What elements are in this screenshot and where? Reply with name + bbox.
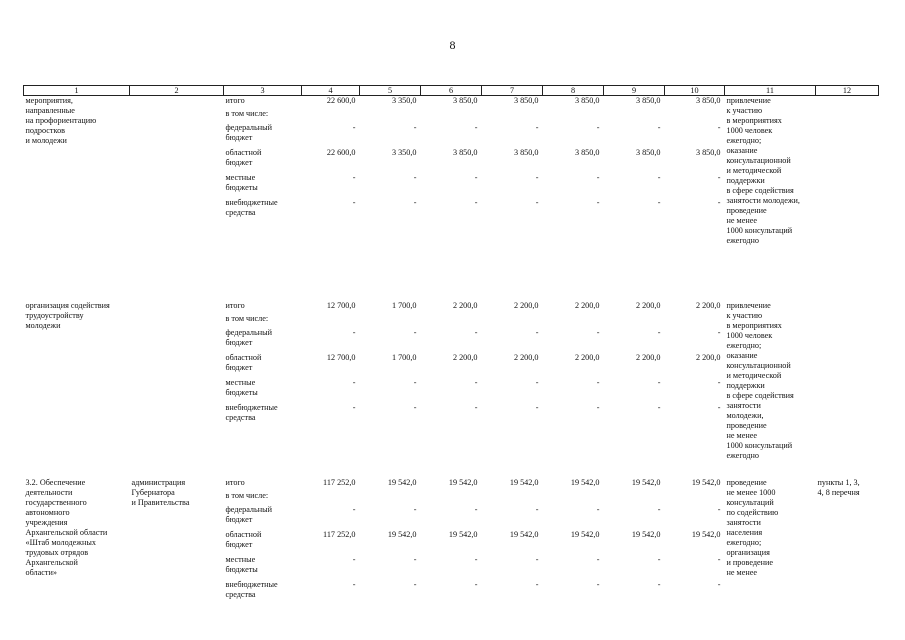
activity-name-line: автономного <box>25 507 70 517</box>
page-number: 8 <box>449 38 456 52</box>
amount-cell: - <box>596 122 600 132</box>
amount-cell: - <box>657 377 661 387</box>
activity-name-line: Архангельской области <box>25 527 108 537</box>
amount-cell: - <box>535 122 539 132</box>
amount-cell: - <box>413 327 417 337</box>
amount-cell: - <box>596 172 600 182</box>
amount-cell: - <box>413 504 417 514</box>
column-header-11: 11 <box>725 86 816 96</box>
funding-source-line: федеральный <box>225 122 273 132</box>
amount-cell: 2 200,0 <box>695 300 721 310</box>
amount-cell: 117 252,0 <box>323 477 356 487</box>
empty-cell <box>224 428 302 478</box>
amount-cell <box>482 314 543 328</box>
expected-result-line: и методической <box>726 166 782 175</box>
funding-source-line: внебюджетные <box>225 197 278 207</box>
reference-cell <box>816 478 879 605</box>
expected-result-line: 1000 консультаций <box>726 226 793 235</box>
amount-cell: - <box>474 402 478 412</box>
amount-cell: 19 542,0 <box>691 529 721 539</box>
amount-cell: 19 542,0 <box>631 529 661 539</box>
amount-cell: - <box>352 122 356 132</box>
amount-cell <box>665 109 725 123</box>
amount-cell: - <box>657 554 661 564</box>
amount-cell: - <box>413 172 417 182</box>
expected-result-line: не менее <box>726 567 758 577</box>
funding-source-line: итого <box>225 300 245 310</box>
amount-cell: - <box>474 327 478 337</box>
amount-cell: - <box>657 172 661 182</box>
amount-cell <box>421 314 482 328</box>
expected-result-line: проведение <box>726 420 767 430</box>
activity-name-line: деятельности <box>25 487 73 497</box>
amount-cell: 1 700,0 <box>391 300 417 310</box>
funding-source-line: местные <box>225 172 256 182</box>
amount-cell <box>543 491 604 505</box>
funding-source-line: средства <box>225 207 256 217</box>
amount-cell: - <box>413 579 417 589</box>
amount-cell: - <box>596 377 600 387</box>
amount-cell: - <box>717 504 721 514</box>
expected-result-line: населения <box>726 527 763 537</box>
activity-name-line: области» <box>25 567 57 577</box>
expected-result-cell <box>725 301 816 478</box>
empty-cell <box>543 428 604 478</box>
table-row <box>24 301 879 314</box>
amount-cell: - <box>413 402 417 412</box>
expected-result-line: консультационной <box>726 360 791 370</box>
funding-source-cell <box>224 328 302 353</box>
executor-cell <box>130 478 224 605</box>
funding-source-line: бюджет <box>225 132 253 142</box>
amount-cell: - <box>413 197 417 207</box>
funding-source-line: бюджет <box>225 514 253 524</box>
funding-source-cell <box>224 555 302 580</box>
amount-cell: - <box>474 377 478 387</box>
amount-cell: - <box>717 197 721 207</box>
amount-cell: - <box>657 504 661 514</box>
expected-result-line: ежегодно; <box>726 340 762 350</box>
amount-cell <box>665 491 725 505</box>
amount-cell: - <box>535 554 539 564</box>
expected-result-line: ежегодно; <box>726 136 762 145</box>
funding-source-line: в том числе: <box>225 108 269 118</box>
column-header-5: 5 <box>360 86 421 96</box>
amount-cell: 3 850,0 <box>574 96 600 105</box>
amount-cell: 19 542,0 <box>448 529 478 539</box>
expected-result-line: и проведение <box>726 557 774 567</box>
amount-cell: - <box>352 197 356 207</box>
funding-source-cell <box>224 530 302 555</box>
activity-name-cell <box>24 301 130 478</box>
activity-name-line: молодежи <box>25 320 61 330</box>
empty-cell <box>421 223 482 301</box>
amount-cell: - <box>535 172 539 182</box>
amount-cell <box>360 109 421 123</box>
amount-cell: - <box>717 402 721 412</box>
expected-result-line: в мероприятиях <box>726 116 782 125</box>
amount-cell <box>604 491 665 505</box>
expected-result-line: в сфере содействия <box>726 186 794 195</box>
activity-name-line: организация содействия <box>25 300 110 310</box>
activity-name-line: трудовых отрядов <box>25 547 89 557</box>
activity-name-cell <box>24 478 130 605</box>
amount-cell: - <box>474 554 478 564</box>
funding-source-line: федеральный <box>225 504 273 514</box>
amount-cell: 3 850,0 <box>513 96 539 105</box>
amount-cell <box>482 109 543 123</box>
funding-source-line: итого <box>225 96 245 105</box>
amount-cell: - <box>352 327 356 337</box>
expected-result-line: к участию <box>726 106 763 115</box>
reference-line: пункты 1, 3, <box>817 477 860 487</box>
funding-source-cell <box>224 378 302 403</box>
expected-result-line: привлечение <box>726 96 771 105</box>
expected-result-line: в мероприятиях <box>726 320 782 330</box>
amount-cell: 19 542,0 <box>509 529 539 539</box>
expected-result-line: молодежи, <box>726 410 764 420</box>
column-header-2: 2 <box>130 86 224 96</box>
amount-cell <box>482 491 543 505</box>
amount-cell: - <box>352 504 356 514</box>
expected-result-line: занятости <box>726 517 761 527</box>
column-header-12: 12 <box>816 86 879 96</box>
amount-cell: 2 200,0 <box>574 352 600 362</box>
activity-name-line: государственного <box>25 497 87 507</box>
empty-cell <box>604 428 665 478</box>
funding-source-line: бюджет <box>225 539 253 549</box>
expected-result-line: поддержки <box>726 176 765 185</box>
funding-source-line: средства <box>225 589 256 599</box>
column-header-7: 7 <box>482 86 543 96</box>
funding-source-line: местные <box>225 377 256 387</box>
empty-cell <box>604 223 665 301</box>
empty-cell <box>421 428 482 478</box>
funding-source-cell <box>224 173 302 198</box>
funding-source-cell <box>224 491 302 505</box>
amount-cell: - <box>474 172 478 182</box>
amount-cell: 19 542,0 <box>448 477 478 487</box>
amount-cell: - <box>596 579 600 589</box>
funding-source-cell <box>224 123 302 148</box>
executor-cell <box>130 96 224 301</box>
column-header-10: 10 <box>665 86 725 96</box>
table-row <box>24 96 879 109</box>
funding-source-line: областной <box>225 352 262 362</box>
column-header-1: 1 <box>24 86 130 96</box>
expected-result-line: занятости <box>726 400 761 410</box>
amount-cell: - <box>535 377 539 387</box>
activity-name-line: мероприятия, <box>25 96 73 105</box>
reference-line: 4, 8 перечня <box>817 487 860 497</box>
amount-cell: 2 200,0 <box>513 352 539 362</box>
funding-source-cell <box>224 148 302 173</box>
column-header-6: 6 <box>421 86 482 96</box>
funding-source-line: бюджет <box>225 362 253 372</box>
amount-cell: 1 700,0 <box>391 352 417 362</box>
activity-name-line: Архангельской <box>25 557 78 567</box>
amount-cell: - <box>535 504 539 514</box>
activity-name-line: подростков <box>25 126 66 135</box>
column-header-4: 4 <box>302 86 360 96</box>
amount-cell: - <box>657 402 661 412</box>
expected-result-cell <box>725 96 816 301</box>
amount-cell: 19 542,0 <box>387 529 417 539</box>
amount-cell: 19 542,0 <box>691 477 721 487</box>
amount-cell: 2 200,0 <box>452 300 478 310</box>
amount-cell <box>543 314 604 328</box>
amount-cell: - <box>717 377 721 387</box>
funding-source-line: областной <box>225 529 262 539</box>
amount-cell: - <box>413 554 417 564</box>
amount-cell: - <box>474 122 478 132</box>
funding-source-line: местные <box>225 554 256 564</box>
amount-cell: 19 542,0 <box>631 477 661 487</box>
funding-source-line: бюджеты <box>225 564 258 574</box>
expected-result-line: поддержки <box>726 380 765 390</box>
amount-cell: - <box>535 327 539 337</box>
amount-cell: - <box>474 504 478 514</box>
amount-cell: - <box>657 579 661 589</box>
expected-result-line: организация <box>726 547 770 557</box>
amount-cell: - <box>596 504 600 514</box>
expected-result-line: оказание <box>726 350 758 360</box>
amount-cell: 2 200,0 <box>635 300 661 310</box>
funding-source-line: бюджет <box>225 337 253 347</box>
funding-source-cell <box>224 301 302 314</box>
funding-source-cell <box>224 478 302 491</box>
funding-source-line: в том числе: <box>225 490 269 500</box>
expected-result-line: консультаций <box>726 497 774 507</box>
amount-cell: - <box>535 402 539 412</box>
activity-name-line: направленные <box>25 106 75 115</box>
expected-result-line: и методической <box>726 370 782 380</box>
expected-result-line: привлечение <box>726 300 771 310</box>
expected-result-line: оказание <box>726 146 758 155</box>
empty-cell <box>224 223 302 301</box>
amount-cell: 3 850,0 <box>452 147 478 157</box>
amount-cell: 19 542,0 <box>387 477 417 487</box>
amount-cell: 2 200,0 <box>695 352 721 362</box>
empty-cell <box>482 223 543 301</box>
amount-cell: - <box>413 377 417 387</box>
amount-cell <box>360 314 421 328</box>
activity-name-line: учреждения <box>25 517 68 527</box>
amount-cell: 19 542,0 <box>570 477 600 487</box>
amount-cell: 19 542,0 <box>570 529 600 539</box>
expected-result-line: в сфере содействия <box>726 390 794 400</box>
funding-source-cell <box>224 96 302 109</box>
amount-cell <box>665 314 725 328</box>
funding-source-line: внебюджетные <box>225 579 278 589</box>
expected-result-line: проведение <box>726 477 767 487</box>
amount-cell <box>543 109 604 123</box>
amount-cell: 3 350,0 <box>391 96 417 105</box>
amount-cell: 2 200,0 <box>452 352 478 362</box>
amount-cell: 22 600,0 <box>326 96 356 105</box>
funding-source-line: бюджеты <box>225 182 258 192</box>
amount-cell: 3 850,0 <box>695 96 721 105</box>
expected-result-line: не менее <box>726 216 758 225</box>
amount-cell: - <box>474 579 478 589</box>
activity-name-line: трудоустройству <box>25 310 84 320</box>
expected-result-cell <box>725 478 816 605</box>
empty-cell <box>302 428 360 478</box>
expected-result-line: ежегодно <box>726 450 759 460</box>
expected-result-line: по содействию <box>726 507 779 517</box>
amount-cell: - <box>717 122 721 132</box>
amount-cell <box>421 491 482 505</box>
column-header-9: 9 <box>604 86 665 96</box>
amount-cell: - <box>596 197 600 207</box>
funding-source-line: федеральный <box>225 327 273 337</box>
amount-cell: 3 350,0 <box>391 147 417 157</box>
amount-cell: - <box>717 579 721 589</box>
executor-line: Губернатора <box>131 487 175 497</box>
amount-cell: - <box>474 197 478 207</box>
amount-cell: 3 850,0 <box>452 96 478 105</box>
amount-cell <box>604 109 665 123</box>
amount-cell: 12 700,0 <box>326 352 356 362</box>
empty-cell <box>360 223 421 301</box>
amount-cell: - <box>413 122 417 132</box>
activity-name-line: 3.2. Обеспечение <box>25 477 86 487</box>
activity-name-line: на профориентацию <box>25 116 97 125</box>
expected-result-line: консультационной <box>726 156 791 165</box>
amount-cell: - <box>352 402 356 412</box>
amount-cell <box>360 491 421 505</box>
expected-result-line: занятости молодежи, <box>726 196 800 205</box>
amount-cell <box>302 491 360 505</box>
amount-cell: - <box>717 554 721 564</box>
expected-result-line: проведение <box>726 206 767 215</box>
expected-result-line: не менее 1000 <box>726 487 776 497</box>
funding-source-cell <box>224 109 302 123</box>
amount-cell: - <box>717 327 721 337</box>
column-header-8: 8 <box>543 86 604 96</box>
amount-cell: 19 542,0 <box>509 477 539 487</box>
expected-result-line: 1000 человек <box>726 330 773 340</box>
empty-cell <box>543 223 604 301</box>
executor-cell <box>130 301 224 478</box>
amount-cell: 3 850,0 <box>635 147 661 157</box>
activity-name-cell <box>24 96 130 301</box>
funding-source-line: бюджеты <box>225 387 258 397</box>
amount-cell: - <box>657 122 661 132</box>
amount-cell: - <box>717 172 721 182</box>
funding-source-line: областной <box>225 147 262 157</box>
executor-line: и Правительства <box>131 497 190 507</box>
amount-cell: 117 252,0 <box>323 529 356 539</box>
funding-source-cell <box>224 198 302 223</box>
amount-cell: 3 850,0 <box>513 147 539 157</box>
amount-cell: - <box>596 554 600 564</box>
amount-cell: - <box>352 172 356 182</box>
expected-result-line: ежегодно; <box>726 537 762 547</box>
column-header-3: 3 <box>224 86 302 96</box>
empty-cell <box>482 428 543 478</box>
column-number-row <box>24 86 879 96</box>
activity-name-line: «Штаб молодежных <box>25 537 96 547</box>
amount-cell: - <box>352 377 356 387</box>
expected-result-line: к участию <box>726 310 763 320</box>
funding-source-cell <box>224 314 302 328</box>
amount-cell: - <box>657 197 661 207</box>
amount-cell: 22 600,0 <box>326 147 356 157</box>
amount-cell <box>302 314 360 328</box>
amount-cell: - <box>352 554 356 564</box>
amount-cell <box>302 109 360 123</box>
funding-source-line: внебюджетные <box>225 402 278 412</box>
amount-cell: 2 200,0 <box>513 300 539 310</box>
empty-cell <box>302 223 360 301</box>
amount-cell: 3 850,0 <box>695 147 721 157</box>
executor-line: администрация <box>131 477 186 487</box>
funding-source-line: итого <box>225 477 245 487</box>
funding-source-cell <box>224 403 302 428</box>
amount-cell: 12 700,0 <box>326 300 356 310</box>
amount-cell: - <box>596 327 600 337</box>
expected-result-line: ежегодно <box>726 236 759 245</box>
amount-cell <box>421 109 482 123</box>
expected-result-line: 1000 человек <box>726 126 773 135</box>
amount-cell: - <box>657 327 661 337</box>
amount-cell: - <box>596 402 600 412</box>
empty-cell <box>665 223 725 301</box>
expected-result-line: не менее <box>726 430 758 440</box>
empty-cell <box>665 428 725 478</box>
budget-table <box>23 85 879 605</box>
funding-source-cell <box>224 580 302 605</box>
funding-source-line: в том числе: <box>225 313 269 323</box>
funding-source-line: средства <box>225 412 256 422</box>
expected-result-line: 1000 консультаций <box>726 440 793 450</box>
amount-cell: - <box>352 579 356 589</box>
amount-cell: 2 200,0 <box>574 300 600 310</box>
empty-cell <box>360 428 421 478</box>
reference-cell <box>816 96 879 301</box>
amount-cell: - <box>535 197 539 207</box>
reference-cell <box>816 301 879 478</box>
activity-name-line: и молодежи <box>25 136 67 145</box>
amount-cell: 2 200,0 <box>635 352 661 362</box>
funding-source-cell <box>224 505 302 530</box>
amount-cell: - <box>535 579 539 589</box>
funding-source-cell <box>224 353 302 378</box>
amount-cell <box>604 314 665 328</box>
funding-source-line: бюджет <box>225 157 253 167</box>
amount-cell: 3 850,0 <box>635 96 661 105</box>
table-row <box>24 478 879 491</box>
amount-cell: 3 850,0 <box>574 147 600 157</box>
